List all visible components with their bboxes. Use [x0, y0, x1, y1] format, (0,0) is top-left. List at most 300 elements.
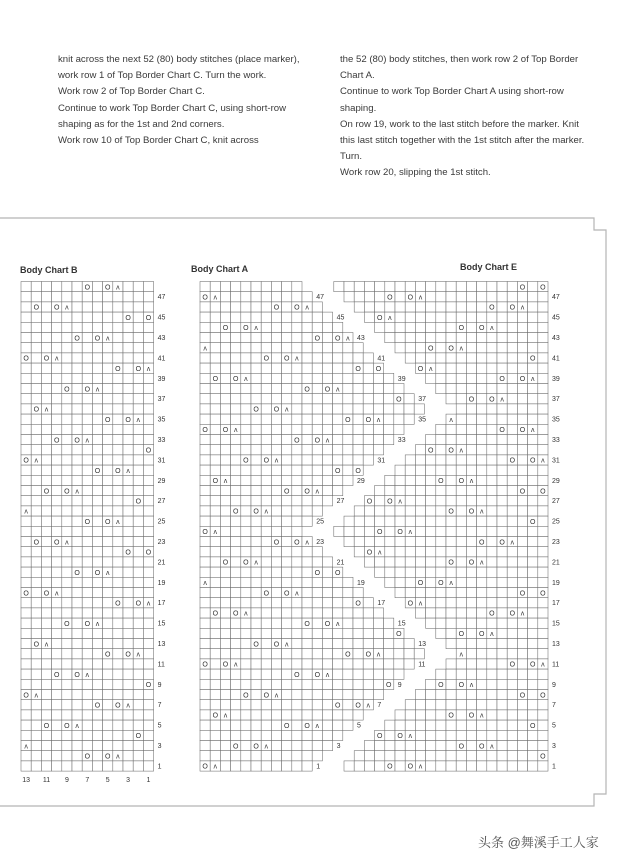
chart-cell [200, 700, 210, 710]
chart-cell [210, 557, 220, 567]
chart-cell [322, 720, 332, 730]
chart-cell [487, 537, 497, 547]
chart-cell [528, 557, 538, 567]
chart-cell [322, 373, 332, 383]
chart-cell [210, 598, 220, 608]
stitch-symbol: O [222, 325, 229, 333]
chart-cell [92, 730, 102, 740]
chart-cell [41, 567, 51, 577]
chart-cell [21, 761, 31, 771]
chart-cell [231, 567, 241, 577]
chart-cell [231, 537, 241, 547]
chart-cell [103, 424, 113, 434]
chart-cell [41, 537, 51, 547]
chart-cell [312, 700, 322, 710]
instruction-paragraph: Continue to work Top Border Chart A using short-row shaping. [340, 86, 564, 114]
row-number: 19 [157, 579, 166, 587]
chart-cell [82, 659, 92, 669]
stitch-symbol: O [540, 284, 546, 292]
chart-cell [466, 547, 476, 557]
chart-cell [21, 302, 31, 312]
chart-cell [446, 475, 456, 485]
chart-cell [333, 343, 343, 353]
instruction-paragraph: Work row 20, slipping the 1st stitch. [340, 167, 491, 179]
chart-cell [436, 537, 446, 547]
stitch-symbol: ʌ [510, 539, 515, 547]
chart-cell [282, 445, 292, 455]
chart-cell [92, 282, 102, 292]
chart-cell [143, 690, 153, 700]
chart-cell [31, 659, 41, 669]
chart-cell [241, 435, 251, 445]
chart-cell [82, 394, 92, 404]
chart-cell [31, 679, 41, 689]
chart-cell [312, 475, 322, 485]
chart-cell [231, 414, 241, 424]
chart-cell [103, 435, 113, 445]
row-number: 13 [418, 641, 426, 648]
stitch-symbol: ʌ [65, 539, 69, 547]
chart-cell [528, 710, 538, 720]
chart-cell [333, 424, 343, 434]
chart-cell [72, 475, 82, 485]
chart-cell [123, 741, 133, 751]
chart-cell [113, 577, 123, 587]
row-number: 3 [157, 743, 162, 750]
chart-cell [210, 353, 220, 363]
chart-cell [487, 353, 497, 363]
chart-cell [220, 384, 230, 394]
stitch-symbol: O [253, 406, 259, 414]
chart-cell [507, 618, 517, 628]
chart-cell [31, 353, 41, 363]
chart-cell [231, 639, 241, 649]
chart-cell [312, 690, 322, 700]
chart-cell [343, 710, 353, 720]
chart-cell [528, 496, 538, 506]
chart-cell [21, 384, 31, 394]
stitch-symbol: O [43, 590, 50, 598]
chart-cell [82, 302, 92, 312]
chart-cell [394, 649, 404, 659]
chart-cell [343, 384, 353, 394]
chart-cell [261, 639, 271, 649]
chart-cell [334, 282, 344, 292]
stitch-symbol: O [94, 702, 101, 710]
chart-cell [528, 741, 538, 751]
chart-cell [538, 445, 548, 455]
chart-cell [123, 598, 133, 608]
chart-cell [62, 455, 72, 465]
chart-cell [251, 496, 261, 506]
chart-cell [405, 465, 415, 475]
chart-cell [113, 312, 123, 322]
stitch-symbol: ʌ [233, 427, 238, 435]
row-number: 13 [157, 641, 166, 648]
stitch-symbol: O [448, 712, 454, 720]
chart-cell [261, 751, 271, 761]
stitch-symbol: O [304, 620, 310, 628]
stitch-symbol: O [396, 631, 402, 639]
chart-cell [21, 312, 31, 322]
chart-cell [72, 373, 82, 383]
chart-cell [133, 353, 143, 363]
chart-cell [302, 343, 312, 353]
chart-cell [497, 292, 507, 302]
chart-cell [528, 751, 538, 761]
chart-cell [507, 394, 517, 404]
chart-cell [436, 741, 446, 751]
chart-cell [261, 761, 271, 771]
chart-cell [41, 679, 51, 689]
chart-cell [538, 465, 548, 475]
chart-cell [456, 537, 466, 547]
chart-cell [333, 710, 343, 720]
chart-cell [364, 526, 374, 536]
chart-cell [415, 486, 425, 496]
chart-cell [251, 435, 261, 445]
chart-cell [72, 322, 82, 332]
chart-cell [261, 445, 271, 455]
chart-cell [343, 720, 353, 730]
chart-cell [333, 608, 343, 618]
chart-cell [333, 414, 343, 424]
chart-cell [405, 353, 415, 363]
chart-cell [271, 659, 281, 669]
chart-cell [456, 659, 466, 669]
chart-cell [302, 649, 312, 659]
chart-cell [72, 384, 82, 394]
chart-cell [261, 424, 271, 434]
chart-cell [200, 373, 210, 383]
chart-cell [200, 639, 210, 649]
chart-cell [466, 690, 476, 700]
chart-cell [251, 312, 261, 322]
chart-cell [477, 435, 487, 445]
chart-cell [528, 312, 538, 322]
chart-cell [113, 679, 123, 689]
chart-cell [133, 679, 143, 689]
chart-cell [41, 761, 51, 771]
chart-cell [113, 302, 123, 312]
chart-cell [456, 761, 466, 771]
chart-cell [62, 608, 72, 618]
chart-cell [363, 384, 373, 394]
chart-cell [103, 455, 113, 465]
chart-cell [373, 628, 383, 638]
chart-cell [92, 710, 102, 720]
chart-cell [375, 282, 385, 292]
stitch-symbol: O [489, 304, 495, 312]
stitch-symbol: O [519, 284, 526, 292]
chart-cell [312, 577, 322, 587]
chart-cell [405, 322, 415, 332]
chart-cell [373, 394, 383, 404]
chart-cell [528, 618, 538, 628]
chart-cell [312, 322, 322, 332]
chart-cell [312, 312, 322, 322]
chart-cell [210, 435, 220, 445]
stitch-symbol: O [84, 386, 91, 394]
row-number: 43 [552, 335, 560, 342]
chart-cell [271, 669, 281, 679]
chart-cell [62, 343, 72, 353]
stitch-symbol: O [345, 651, 351, 659]
chart-cell [41, 557, 51, 567]
chart-cell [41, 445, 51, 455]
chart-cell [487, 465, 497, 475]
stitch-symbol: ʌ [418, 600, 423, 608]
chart-cell [384, 669, 394, 679]
chart-cell [477, 333, 487, 343]
chart-cell [103, 475, 113, 485]
chart-cell [517, 547, 527, 557]
chart-cell [123, 486, 133, 496]
chart-cell [333, 659, 343, 669]
chart-cell [282, 414, 292, 424]
chart-cell [41, 690, 51, 700]
chart-cell [415, 526, 425, 536]
chart-cell [333, 455, 343, 465]
chart-cell [21, 465, 31, 475]
chart-cell [395, 516, 405, 526]
chart-cell [31, 710, 41, 720]
stitch-symbol: O [115, 702, 121, 710]
chart-cell [322, 455, 332, 465]
stitch-symbol: ʌ [34, 692, 39, 700]
chart-cell [261, 394, 271, 404]
chart-cell [103, 486, 113, 496]
chart-cell [31, 618, 41, 628]
row-number: 33 [157, 437, 166, 444]
chart-cell [538, 547, 548, 557]
chart-cell [231, 751, 241, 761]
chart-cell [456, 414, 466, 424]
chart-cell [373, 445, 383, 455]
chart-cell [62, 516, 72, 526]
chart-cell [487, 292, 497, 302]
chart-cell [302, 475, 312, 485]
stitch-symbol: O [314, 671, 321, 679]
chart-cell [220, 445, 230, 455]
row-number: 35 [418, 416, 426, 424]
chart-cell [200, 547, 210, 557]
chart-cell [343, 588, 353, 598]
chart-cell [241, 475, 251, 485]
chart-cell [123, 537, 133, 547]
chart-cell [82, 598, 92, 608]
chart-cell [385, 577, 395, 587]
column-number: 11 [42, 777, 51, 785]
chart-cell [21, 404, 31, 414]
chart-cell [52, 292, 62, 302]
chart-cell [113, 649, 123, 659]
chart-cell [436, 312, 446, 322]
chart-cell [133, 710, 143, 720]
chart-cell [103, 292, 113, 302]
chart-cell [436, 618, 446, 628]
stitch-symbol: ʌ [203, 580, 207, 588]
stitch-symbol: O [84, 620, 91, 628]
chart-cell [72, 506, 82, 516]
chart-cell [133, 312, 143, 322]
chart-cell [210, 690, 220, 700]
chart-cell [477, 639, 487, 649]
chart-cell [302, 710, 312, 720]
chart-cell [52, 445, 62, 455]
chart-cell [82, 639, 92, 649]
stitch-symbol: ʌ [500, 396, 504, 404]
stitch-symbol: ʌ [136, 651, 141, 659]
chart-cell [41, 292, 51, 302]
chart-cell [113, 526, 123, 536]
chart-cell [446, 496, 456, 506]
chart-cell [363, 669, 373, 679]
chart-cell [456, 384, 466, 394]
chart-cell [375, 302, 385, 312]
chart-cell [62, 506, 72, 516]
chart-cell [322, 424, 332, 434]
chart-cell [72, 526, 82, 536]
row-number: 23 [552, 539, 560, 546]
chart-cell [456, 618, 466, 628]
row-number: 17 [552, 600, 560, 608]
chart-cell [538, 669, 548, 679]
chart-cell [456, 557, 466, 567]
chart-cell [395, 710, 405, 720]
chart-cell [271, 496, 281, 506]
chart-cell [41, 465, 51, 475]
stitch-symbol: O [355, 467, 361, 475]
chart-cell [231, 669, 241, 679]
chart-cell [31, 669, 41, 679]
chart-cell [133, 690, 143, 700]
chart-cell [302, 322, 312, 332]
chart-cell [133, 741, 143, 751]
chart-cell [282, 435, 292, 445]
chart-cell [251, 730, 261, 740]
chart-cell [123, 516, 133, 526]
chart-cell [200, 537, 210, 547]
chart-cell [353, 618, 363, 628]
chart-cell [31, 649, 41, 659]
row-number: 7 [157, 702, 162, 710]
chart-cell [446, 516, 456, 526]
chart-cell [92, 588, 102, 598]
chart-cell [343, 475, 353, 485]
chart-cell [72, 628, 82, 638]
stitch-symbol: ʌ [325, 437, 330, 445]
chart-cell [103, 588, 113, 598]
chart-cell [456, 363, 466, 373]
chart-cell [436, 598, 446, 608]
chart-cell [82, 608, 92, 618]
chart-cell [292, 475, 302, 485]
chart-cell [72, 445, 82, 455]
chart-cell [343, 373, 353, 383]
chart-cell [21, 547, 31, 557]
chart-cell [354, 761, 364, 771]
chart-cell [466, 465, 476, 475]
chart-cell [312, 679, 322, 689]
chart-cell [446, 567, 456, 577]
chart-cell [282, 669, 292, 679]
chart-cell [52, 690, 62, 700]
stitch-symbol: O [366, 549, 373, 557]
stitch-symbol: O [366, 498, 373, 506]
stitch-symbol: ʌ [116, 518, 120, 526]
chart-cell [103, 720, 113, 730]
chart-cell [220, 639, 230, 649]
row-number: 7 [552, 702, 556, 710]
chart-cell [231, 394, 241, 404]
chart-cell [200, 598, 210, 608]
chart-cell [466, 730, 476, 740]
chart-cell [404, 394, 414, 404]
chart-cell [92, 312, 102, 322]
chart-cell [210, 465, 220, 475]
chart-cell [446, 598, 456, 608]
chart-cell [466, 618, 476, 628]
stitch-symbol: O [458, 325, 465, 333]
chart-cell [426, 506, 436, 516]
chart-cell [210, 302, 220, 312]
chart-cell [261, 598, 271, 608]
chart-cell [385, 475, 395, 485]
chart-cell [436, 720, 446, 730]
chart-cell [507, 761, 517, 771]
chart-cell [72, 547, 82, 557]
chart-cell [143, 537, 153, 547]
chart-cell [446, 618, 456, 628]
chart-cell [282, 455, 292, 465]
chart-cell [312, 751, 322, 761]
chart-cell [261, 343, 271, 353]
chart-cell [62, 659, 72, 669]
chart-cell [466, 639, 476, 649]
chart-cell [528, 526, 538, 536]
chart-cell [538, 526, 548, 536]
body-chart-a-title: Body Chart A [191, 264, 249, 274]
stitch-symbol: ʌ [377, 549, 382, 557]
chart-cell [271, 322, 281, 332]
chart-cell [72, 343, 82, 353]
row-number: 25 [157, 518, 166, 526]
chart-cell [143, 588, 153, 598]
chart-cell [322, 312, 332, 322]
chart-cell [133, 455, 143, 465]
stitch-symbol: ʌ [126, 702, 130, 710]
chart-cell [92, 669, 102, 679]
chart-cell [395, 322, 405, 332]
chart-cell [373, 424, 383, 434]
chart-cell [364, 537, 374, 547]
chart-cell [103, 445, 113, 455]
chart-cell [375, 292, 385, 302]
stitch-symbol: O [74, 671, 80, 679]
chart-cell [82, 343, 92, 353]
chart-cell [210, 516, 220, 526]
chart-cell [220, 649, 230, 659]
stitch-symbol: O [387, 763, 393, 771]
chart-cell [92, 322, 102, 332]
chart-cell [231, 679, 241, 689]
chart-cell [507, 292, 517, 302]
chart-cell [487, 588, 497, 598]
chart-cell [282, 598, 292, 608]
chart-cell [123, 639, 133, 649]
stitch-symbol: O [417, 365, 424, 373]
